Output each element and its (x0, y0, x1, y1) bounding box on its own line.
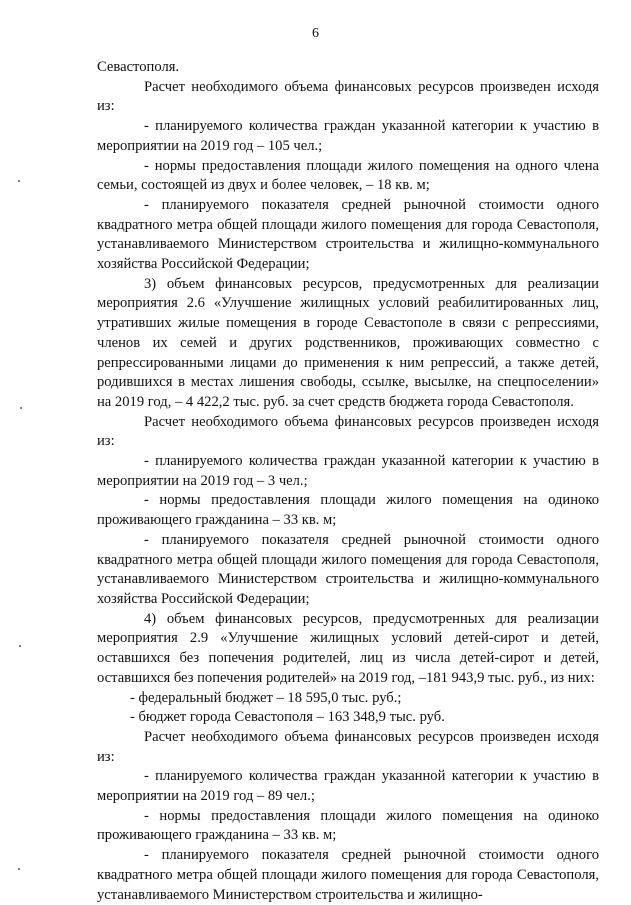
list-item: - планируемого показателя средней рыночной стоимости одного квадратного метра общей площади жилого помещения для города Севастополя, устанавливаемого Министерством строительства и жилищно- (97, 847, 599, 903)
paragraph: Севастополя. (97, 59, 180, 75)
paragraph: Расчет необходимого объема финансовых ресурсов произведен исходя из: (97, 413, 599, 450)
list-item: - планируемого показателя средней рыночной стоимости одного квадратного метра общей площади жилого помещения для города Севастополя, устанавливаемого Министерством строительства и жилищно-коммунального хозяйства Российской Федерации; (97, 196, 599, 273)
page-number: 6 (312, 26, 319, 41)
list-item: - федеральный бюджет – 18 595,0 тыс. руб.; (130, 689, 402, 706)
paragraph: 3) объем финансовых ресурсов, предусмотренных для реализации мероприятия 2.6 «Улучшение жилищных условий реабилитированных лиц, утративших жилые помещения в городе Севастополе в связи с репрессиями, членов их семей и других родственников, проживающих совместно с репрессированными лицами до применения к ним репрессий, а также детей, родившихся в местах лишения свободы, ссылке, высылке, на спецпоселении» на 2019 год, – 4 422,2 тыс. руб. за счет средств бюджета города Севастополя. (97, 275, 599, 410)
paragraph: Расчет необходимого объема финансовых ресурсов произведен исходя из: (97, 728, 599, 765)
list-item: - планируемого количества граждан указанной категории к участию в мероприятии на 2019 год – 89 чел.; (97, 768, 599, 805)
scan-speck (20, 407, 22, 409)
list-item: - нормы предоставления площади жилого помещения на одиноко проживающего гражданина – 33 кв. м; (97, 807, 599, 844)
scan-speck (19, 645, 21, 647)
list-item: - нормы предоставления площади жилого помещения на одиноко проживающего гражданина – 33 кв. м; (97, 492, 599, 529)
list-item: - бюджет города Севастополя – 163 348,9 тыс. руб. (130, 709, 445, 726)
list-item: - планируемого количества граждан указанной категории к участию в мероприятии на 2019 год – 3 чел.; (97, 453, 599, 489)
scan-speck (18, 868, 20, 870)
paragraph: Расчет необходимого объема финансовых ресурсов произведен исходя из: (97, 78, 599, 115)
list-item: - планируемого показателя средней рыночной стоимости одного квадратного метра общей площади жилого помещения для города Севастополя, устанавливаемого Министерством строительства и жилищно-коммунального хозяйства Российской Федерации; (97, 531, 599, 607)
list-item: - нормы предоставления площади жилого помещения на одного члена семьи, состоящей из двух и более человек, – 18 кв. м; (97, 157, 599, 194)
list-item: - планируемого количества граждан указанной категории к участию в мероприятии на 2019 год – 105 чел.; (97, 118, 599, 154)
document-body (97, 58, 599, 905)
paragraph: 4) объем финансовых ресурсов, предусмотренных для реализации мероприятия 2.9 «Улучшение жилищных условий детей-сирот и детей, оставшихся без попечения родителей, лиц из числа детей-сирот и детей, оставшихся без попечения родителей» на 2019 год, –181 943,9 тыс. руб., из них: (97, 610, 599, 686)
scan-speck (18, 180, 20, 182)
